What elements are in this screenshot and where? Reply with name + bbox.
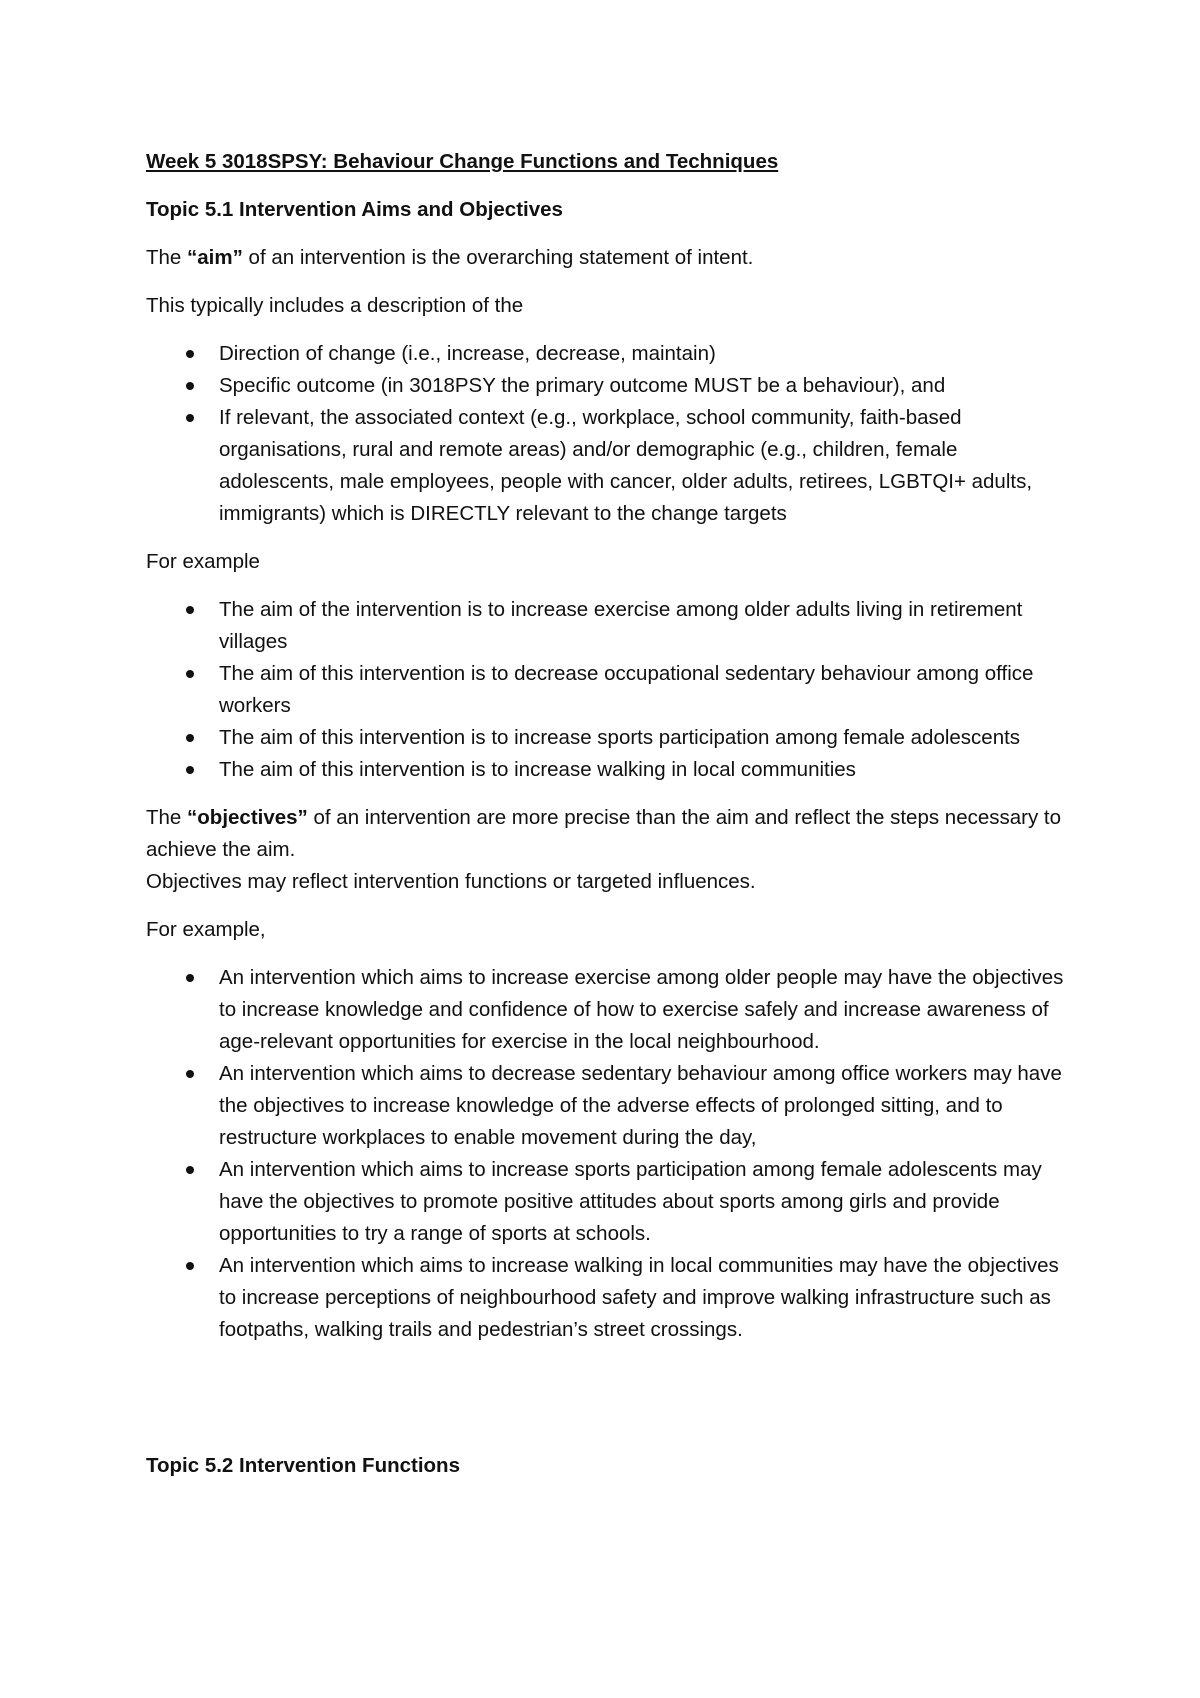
document-body — [146, 146, 1076, 1498]
list-item-text: The aim of this intervention is to decrease occupational sedentary behaviour among office workers — [219, 662, 1034, 717]
description-list — [146, 338, 1076, 530]
list-item-text: The aim of this intervention is to increase sports participation among female adolescents — [219, 726, 1021, 749]
bullet-icon — [186, 670, 194, 678]
topic-5-2-heading: Topic 5.2 Intervention Functions — [146, 1454, 460, 1477]
bullet-icon — [186, 606, 194, 614]
list-item — [146, 338, 1076, 370]
objectives-note: Objectives may reflect intervention functions or targeted influences. — [146, 870, 756, 893]
objectives-prefix: The — [146, 806, 188, 829]
bullet-icon — [186, 1262, 194, 1270]
bullet-icon — [186, 350, 194, 358]
document-title: Week 5 3018SPSY: Behaviour Change Functions and Techniques — [146, 150, 779, 173]
list-item-text: An intervention which aims to decrease sedentary behaviour among office workers may have the objectives to increase knowledge of the adverse effects of prolonged sitting, and to restructure workplaces to enable movement during the day, — [219, 1062, 1062, 1149]
bullet-icon — [186, 974, 194, 982]
aim-term: “aim” — [187, 246, 243, 269]
description-intro: This typically includes a description of the — [146, 294, 524, 317]
bullet-icon — [186, 382, 194, 390]
list-item-text: The aim of the intervention is to increase exercise among older adults living in retirement villages — [219, 598, 1023, 653]
aim-suffix: of an intervention is the overarching statement of intent. — [242, 246, 754, 269]
for-example-label: For example, — [146, 918, 266, 941]
list-item-text: Specific outcome (in 3018PSY the primary outcome MUST be a behaviour), and — [219, 374, 946, 397]
list-item — [146, 722, 1076, 754]
aim-examples-list — [146, 594, 1076, 786]
objectives-definition — [146, 802, 1076, 866]
bullet-icon — [186, 766, 194, 774]
list-item — [146, 1058, 1076, 1154]
bullet-icon — [186, 1166, 194, 1174]
list-item — [146, 962, 1076, 1058]
topic-5-1-heading: Topic 5.1 Intervention Aims and Objectives — [146, 198, 563, 221]
list-item-text: An intervention which aims to increase sports participation among female adolescents may have the objectives to promote positive attitudes about sports among girls and provide opportunities to try a range of sports at schools. — [219, 1158, 1042, 1245]
list-item-text: An intervention which aims to increase exercise among older people may have the objectives to increase knowledge and confidence of how to exercise safely and increase awareness of age-relevant opportunities for exercise in the local neighbourhood. — [219, 966, 1064, 1053]
list-item — [146, 1250, 1076, 1346]
objectives-suffix: of an intervention are more precise than the aim and reflect the steps necessary to achieve the aim. — [146, 806, 1062, 861]
list-item-text: The aim of this intervention is to increase walking in local communities — [219, 758, 856, 781]
bullet-icon — [186, 1070, 194, 1078]
list-item — [146, 402, 1076, 530]
list-item-text: An intervention which aims to increase walking in local communities may have the objectives to increase perceptions of neighbourhood safety and improve walking infrastructure such as footpaths, walking trails and pedestrian’s street crossings. — [219, 1254, 1059, 1341]
list-item — [146, 370, 1076, 402]
objective-examples-list — [146, 962, 1076, 1346]
section-spacer — [146, 1362, 1076, 1450]
list-item-text: Direction of change (i.e., increase, decrease, maintain) — [219, 342, 716, 365]
aim-definition — [146, 242, 1076, 274]
bullet-icon — [186, 734, 194, 742]
list-item — [146, 1154, 1076, 1250]
for-example-label: For example — [146, 550, 260, 573]
list-item-text: If relevant, the associated context (e.g., workplace, school community, faith-based organisations, rural and remote areas) and/or demographic (e.g., children, female adolescents, male employees, people with cancer, older adults, retirees, LGBTQI+ adults, immigrants) which is DIRECTLY relevant to the change targets — [219, 406, 1033, 525]
list-item — [146, 658, 1076, 722]
list-item — [146, 594, 1076, 658]
aim-prefix: The — [146, 246, 188, 269]
objectives-term: “objectives” — [187, 806, 308, 829]
list-item — [146, 754, 1076, 786]
bullet-icon — [186, 414, 194, 422]
